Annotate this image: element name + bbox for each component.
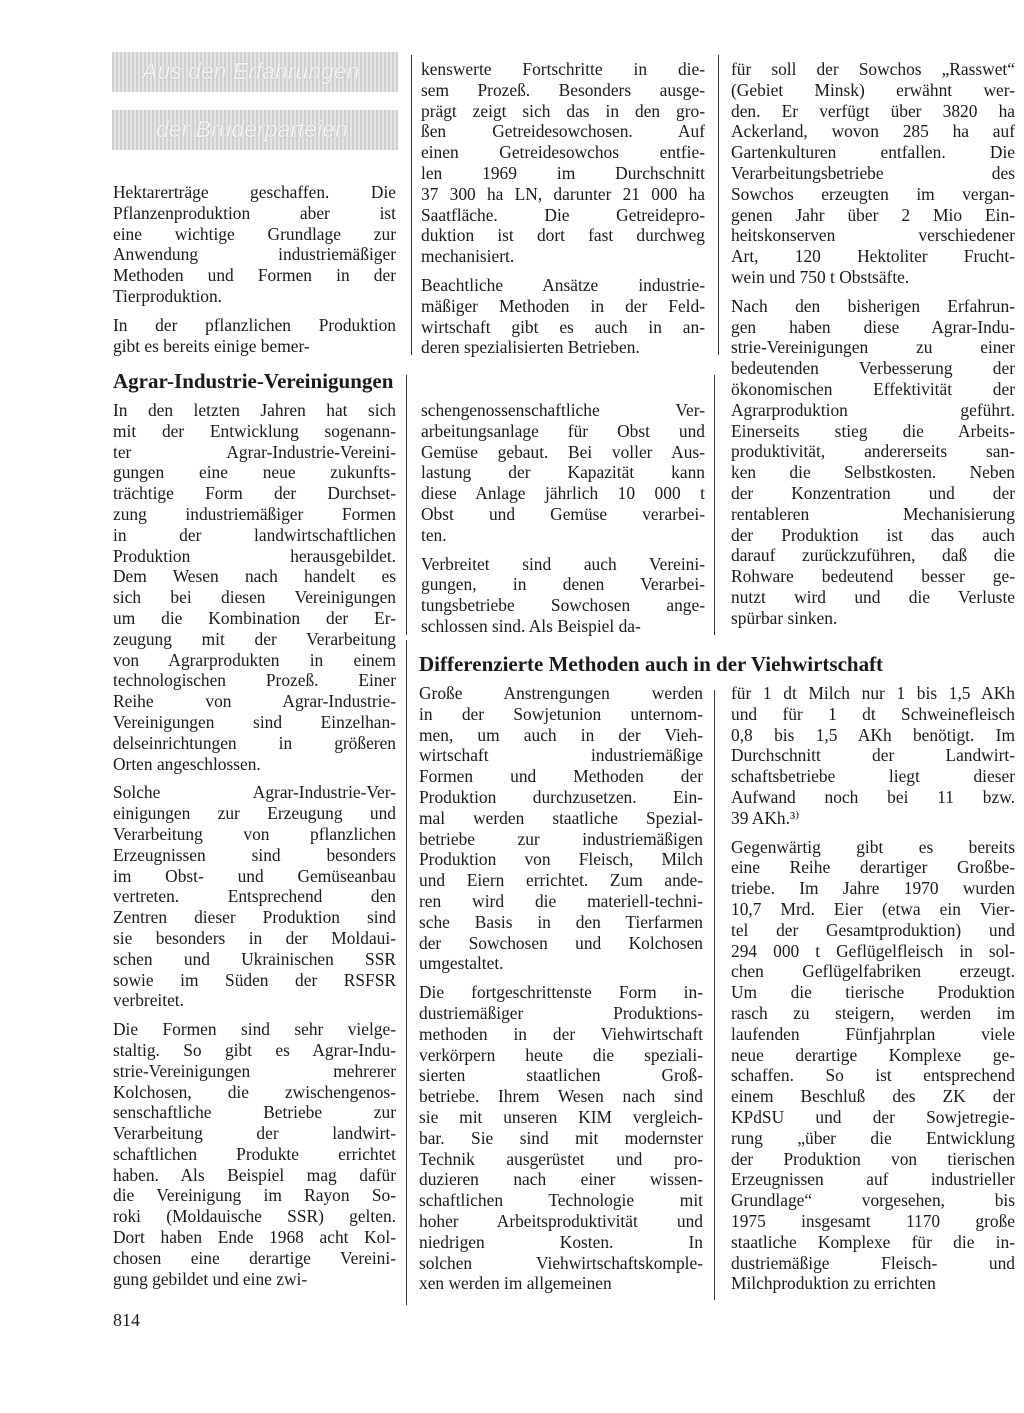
- heading-viehwirtschaft: Differenzierte Methoden auch in der Viehwirtschaft: [419, 652, 884, 676]
- text-line: verbreitet.: [113, 990, 184, 1011]
- text-line: 39 AKh.³⁾: [731, 807, 800, 828]
- text-line: Anwendung industriemäßiger: [113, 244, 396, 265]
- paragraph: [113, 182, 396, 307]
- text-line: ökonomischen Effektivität der: [731, 378, 1015, 399]
- text-line: mal werden staatliche Spezial-: [419, 807, 703, 828]
- text-line: eine Reihe derartiger Großbe-: [731, 857, 1015, 878]
- text-line: betriebe zur industriemäßigen: [419, 828, 703, 849]
- text-line: betriebe. Ihrem Wesen nach sind: [419, 1086, 703, 1107]
- text-line: rung „über die Entwicklung: [731, 1127, 1015, 1148]
- paragraph: [113, 1019, 396, 1289]
- text-line: wein und 750 t Obstsäfte.: [731, 266, 910, 287]
- text-line: Ackerland, wovon 285 ha auf: [731, 121, 1015, 142]
- text-line: delseinrichtungen in größeren: [113, 732, 396, 753]
- text-line: Produktion durchzusetzen. Ein-: [419, 786, 703, 807]
- text-line: und für 1 dt Schweinefleisch: [731, 703, 1015, 724]
- text-line: für soll der Sowchos „Rasswet“: [731, 59, 1015, 79]
- text-line: Verbreitet sind auch Vereini-: [421, 553, 705, 574]
- text-line: Solche Agrar-Industrie-Ver-: [113, 782, 396, 803]
- text-line: Erzeugnissen sind besonders: [113, 844, 396, 865]
- text-line: arbeitungsanlage für Obst und: [421, 420, 705, 441]
- column-top-left: [113, 182, 396, 364]
- banner-line-1: Aus den Erfahrungen: [142, 58, 360, 84]
- text-line: Dort haben Ende 1968 acht Kol-: [113, 1227, 396, 1248]
- text-line: die Vereinigung im Rayon So-: [113, 1185, 396, 1206]
- text-line: zeugung mit der Verarbeitung: [113, 628, 396, 649]
- text-line: ter Agrar-Industrie-Vereini-: [113, 441, 396, 462]
- column-rule: [714, 690, 715, 1300]
- text-line: duzieren nach einer wissen-: [419, 1169, 703, 1190]
- text-line: sie besonders in der Moldaui-: [113, 927, 396, 948]
- text-line: Pflanzenproduktion aber ist: [113, 202, 396, 223]
- text-line: Grundlage“ vorgesehen, bis: [731, 1190, 1015, 1211]
- text-line: Aufwand noch bei 11 bzw.: [731, 786, 1015, 807]
- text-line: gen haben diese Agrar-Indu-: [731, 316, 1015, 337]
- text-line: prägt zeigt sich das in den gro-: [421, 100, 705, 121]
- text-line: Gegenwärtig gibt es bereits: [731, 836, 1015, 857]
- text-line: von Agrarprodukten in einem: [113, 649, 396, 670]
- column-right-top: [731, 59, 1015, 637]
- banner-band-1: [112, 52, 398, 92]
- column-rule: [714, 375, 715, 635]
- text-line: niedrigen Kosten. In: [419, 1231, 703, 1252]
- text-line: technologischen Prozeß. Einer: [113, 670, 396, 691]
- text-line: heitskonserven verschiedener: [731, 225, 1015, 246]
- text-line: Verarbeitung von pflanzlichen: [113, 823, 396, 844]
- text-line: bedeutenden Verbesserung der: [731, 358, 1015, 379]
- text-line: Erzeugnissen auf industrieller: [731, 1169, 1015, 1190]
- text-line: duktion ist dort fast durchweg: [421, 225, 705, 246]
- text-line: trächtige Form der Durchset-: [113, 483, 396, 504]
- text-line: schen und Ukrainischen SSR: [113, 948, 396, 969]
- text-line: einen Getreidesowchos entfie-: [421, 142, 705, 163]
- text-line: ren wird die materiell-techni-: [419, 890, 703, 911]
- text-line: (Gebiet Minsk) erwähnt wer-: [731, 79, 1015, 100]
- paragraph: [113, 400, 396, 774]
- text-line: sierten staatlichen Groß-: [419, 1065, 703, 1086]
- text-line: tungsbetriebe Sowchosen ange-: [421, 595, 705, 616]
- page-number: 814: [113, 1310, 140, 1330]
- paragraph: [421, 400, 705, 546]
- text-line: der Produktion von tierischen: [731, 1148, 1015, 1169]
- column-rule: [718, 55, 719, 355]
- text-line: Um die tierische Produktion: [731, 982, 1015, 1003]
- text-line: Gartenkulturen entfallen. Die: [731, 142, 1015, 163]
- text-line: vertreten. Entsprechend den: [113, 886, 396, 907]
- text-line: Orten angeschlossen.: [113, 753, 261, 774]
- paragraph: [419, 683, 703, 974]
- column-top-middle: [421, 59, 705, 366]
- text-line: 37 300 ha LN, darunter 21 000 ha: [421, 183, 705, 204]
- text-line: roki (Moldauische SSR) gelten.: [113, 1206, 396, 1227]
- section-banner: [112, 52, 398, 150]
- text-line: schaftlichen Technologie mit: [419, 1190, 703, 1211]
- text-line: sche Basis in den Tierfarmen: [419, 911, 703, 932]
- paragraph: [421, 275, 705, 358]
- text-line: einigungen zur Erzeugung und: [113, 803, 396, 824]
- text-line: im Obst- und Gemüseanbau: [113, 865, 396, 886]
- text-line: der Konzentration und der: [731, 482, 1015, 503]
- column-bottom-middle: [419, 683, 703, 1302]
- text-line: Dem Wesen nach handelt es: [113, 566, 396, 587]
- text-line: Nach den bisherigen Erfahrun-: [731, 295, 1015, 316]
- text-line: methoden in der Viehwirtschaft: [419, 1023, 703, 1044]
- text-line: wirtschaft gibt es auch in an-: [421, 316, 705, 337]
- text-line: rasch zu steigern, werden im: [731, 1002, 1015, 1023]
- text-line: genen Jahr über 2 Mio Ein-: [731, 204, 1015, 225]
- text-line: mäßiger Methoden in der Feld-: [421, 295, 705, 316]
- text-line: Produktion von Fleisch, Milch: [419, 849, 703, 870]
- text-line: diese Anlage jährlich 10 000 t: [421, 483, 705, 504]
- text-line: KPdSU und der Sowjetregie-: [731, 1106, 1015, 1127]
- text-line: Technik ausgerüstet und pro-: [419, 1148, 703, 1169]
- text-line: ken die Selbstkosten. Neben: [731, 462, 1015, 483]
- column-bottom-right: [731, 683, 1015, 1302]
- text-line: gung gebildet und eine zwi-: [113, 1268, 308, 1289]
- text-line: hoher Arbeitsproduktivität und: [419, 1210, 703, 1231]
- text-line: darauf zurückzuführen, daß die: [731, 545, 1015, 566]
- text-line: sowie im Süden der RSFSR: [113, 969, 396, 990]
- text-line: lastung der Kapazität kann: [421, 462, 705, 483]
- text-line: Vereinigungen sind Einzelhan-: [113, 711, 396, 732]
- paragraph: [419, 982, 703, 1294]
- text-line: triebe. Im Jahre 1970 wurden: [731, 878, 1015, 899]
- text-line: rentableren Mechanisierung: [731, 503, 1015, 524]
- text-line: Große Anstrengungen werden: [419, 683, 703, 703]
- column-rule: [406, 375, 407, 635]
- text-line: und Eiern errichtet. Zum ande-: [419, 870, 703, 891]
- text-line: gungen, in denen Verarbei-: [421, 574, 705, 595]
- text-line: Produktion herausgebildet.: [113, 545, 396, 566]
- text-line: einem Beschluß des ZK der: [731, 1086, 1015, 1107]
- text-line: mit der Entwicklung sogenann-: [113, 420, 396, 441]
- text-line: xen werden im allgemeinen: [419, 1273, 612, 1294]
- text-line: In den letzten Jahren hat sich: [113, 400, 396, 420]
- text-line: Tierproduktion.: [113, 285, 223, 306]
- text-line: sich bei diesen Vereinigungen: [113, 587, 396, 608]
- text-line: In der pflanzlichen Produktion: [113, 314, 396, 335]
- paragraph: [731, 296, 1015, 629]
- column-middle-left: [113, 400, 396, 1297]
- paragraph: [731, 683, 1015, 829]
- text-line: schaftsbetriebe liegt dieser: [731, 766, 1015, 787]
- text-line: in der Sowjetunion unternom-: [419, 703, 703, 724]
- text-line: in der landwirtschaftlichen: [113, 524, 396, 545]
- text-line: 10,7 Mrd. Eier (etwa ein Vier-: [731, 898, 1015, 919]
- text-line: um die Kombination der Er-: [113, 607, 396, 628]
- column-rule: [406, 640, 407, 1305]
- text-line: 1975 insgesamt 1170 große: [731, 1210, 1015, 1231]
- paragraph: [113, 782, 396, 1011]
- paragraph: [731, 837, 1015, 1295]
- column-rule: [411, 55, 412, 355]
- text-line: Gemüse gebaut. Bei voller Aus-: [421, 441, 705, 462]
- text-line: Hektarerträge geschaffen. Die: [113, 182, 396, 202]
- text-line: den. Er verfügt über 3820 ha: [731, 100, 1015, 121]
- text-line: gibt es bereits einige bemer-: [113, 335, 310, 356]
- text-line: Die Formen sind sehr vielge-: [113, 1019, 396, 1040]
- text-line: schaftlichen Produkte errichtet: [113, 1143, 396, 1164]
- text-line: schaffen. So ist entsprechend: [731, 1065, 1015, 1086]
- text-line: sem Prozeß. Besonders ausge-: [421, 79, 705, 100]
- text-line: Sowchos erzeugten im vergan-: [731, 183, 1015, 204]
- text-line: eine wichtige Grundlage zur: [113, 223, 396, 244]
- heading-agrar-industrie: Agrar-Industrie-Vereinigungen: [113, 369, 394, 393]
- text-line: men, um auch in der Vieh-: [419, 724, 703, 745]
- paragraph: [421, 554, 705, 637]
- text-line: neue derartige Komplexe ge-: [731, 1044, 1015, 1065]
- text-line: tel der Gesamtproduktion) und: [731, 919, 1015, 940]
- text-line: bar. Sie sind mit modernster: [419, 1127, 703, 1148]
- text-line: mechanisiert.: [421, 246, 515, 267]
- paragraph: [421, 59, 705, 267]
- banner-line-2: der Bruderparteien: [156, 116, 348, 142]
- text-line: schlossen sind. Als Beispiel da-: [421, 615, 641, 636]
- text-line: chen Geflügelfabriken erzeugt.: [731, 961, 1015, 982]
- text-line: deren spezialisierten Betrieben.: [421, 337, 640, 358]
- text-line: dustriemäßige Fleisch- und: [731, 1252, 1015, 1273]
- text-line: ten.: [421, 524, 447, 545]
- text-line: spürbar sinken.: [731, 607, 838, 628]
- text-line: Einerseits stieg die Arbeits-: [731, 420, 1015, 441]
- text-line: Durchschnitt der Landwirt-: [731, 745, 1015, 766]
- text-line: staatliche Komplexe für die in-: [731, 1231, 1015, 1252]
- text-line: Agrarproduktion geführt.: [731, 399, 1015, 420]
- text-line: Kolchosen, die zwischengenos-: [113, 1081, 396, 1102]
- text-line: Verarbeitungsbetriebe des: [731, 162, 1015, 183]
- text-line: Methoden und Formen in der: [113, 265, 396, 286]
- text-line: 294 000 t Geflügelfleisch in sol-: [731, 940, 1015, 961]
- text-line: zung industriemäßiger Formen: [113, 503, 396, 524]
- paragraph: [731, 59, 1015, 288]
- text-line: strie-Vereinigungen mehrerer: [113, 1060, 396, 1081]
- text-line: Formen und Methoden der: [419, 766, 703, 787]
- text-line: verkörpern heute die speziali-: [419, 1044, 703, 1065]
- text-line: solchen Viehwirtschaftskomple-: [419, 1252, 703, 1273]
- text-line: Verarbeitung der landwirt-: [113, 1123, 396, 1144]
- text-line: staltig. So gibt es Agrar-Indu-: [113, 1039, 396, 1060]
- text-line: der Produktion ist das auch: [731, 524, 1015, 545]
- paragraph: [113, 315, 396, 357]
- banner-band-2: [112, 110, 398, 150]
- text-line: Saatfläche. Die Getreidepro-: [421, 204, 705, 225]
- text-line: haben. Als Beispiel mag dafür: [113, 1164, 396, 1185]
- text-line: produktivität, andererseits san-: [731, 441, 1015, 462]
- text-line: gungen eine neue zukunfts-: [113, 462, 396, 483]
- text-line: wirtschaft industriemäßige: [419, 745, 703, 766]
- text-line: Zentren dieser Produktion sind: [113, 907, 396, 928]
- text-line: Rohware bedeutend besser ge-: [731, 566, 1015, 587]
- text-line: Art, 120 Hektoliter Frucht-: [731, 246, 1015, 267]
- text-line: laufenden Fünfjahrplan viele: [731, 1023, 1015, 1044]
- text-line: nutzt wird und die Verluste: [731, 586, 1015, 607]
- text-line: kenswerte Fortschritte in die-: [421, 59, 705, 79]
- text-line: Milchproduktion zu errichten: [731, 1273, 936, 1294]
- text-line: schengenossenschaftliche Ver-: [421, 400, 705, 420]
- text-line: Die fortgeschrittenste Form in-: [419, 982, 703, 1003]
- text-line: chosen eine derartige Vereini-: [113, 1247, 396, 1268]
- text-line: ßen Getreidesowchosen. Auf: [421, 121, 705, 142]
- text-line: Beachtliche Ansätze industrie-: [421, 274, 705, 295]
- text-line: Reihe von Agrar-Industrie-: [113, 691, 396, 712]
- text-line: senschaftliche Betriebe zur: [113, 1102, 396, 1123]
- text-line: der Sowchosen und Kolchosen: [419, 932, 703, 953]
- text-line: strie-Vereinigungen zu einer: [731, 337, 1015, 358]
- column-middle-middle: [421, 400, 705, 645]
- text-line: len 1969 im Durchschnitt: [421, 162, 705, 183]
- text-line: sie mit unseren KIM vergleich-: [419, 1106, 703, 1127]
- text-line: für 1 dt Milch nur 1 bis 1,5 AKh: [731, 683, 1015, 703]
- text-line: umgestaltet.: [419, 953, 504, 974]
- text-line: Obst und Gemüse verarbei-: [421, 503, 705, 524]
- text-line: dustriemäßiger Produktions-: [419, 1002, 703, 1023]
- text-line: 0,8 bis 1,5 AKh benötigt. Im: [731, 724, 1015, 745]
